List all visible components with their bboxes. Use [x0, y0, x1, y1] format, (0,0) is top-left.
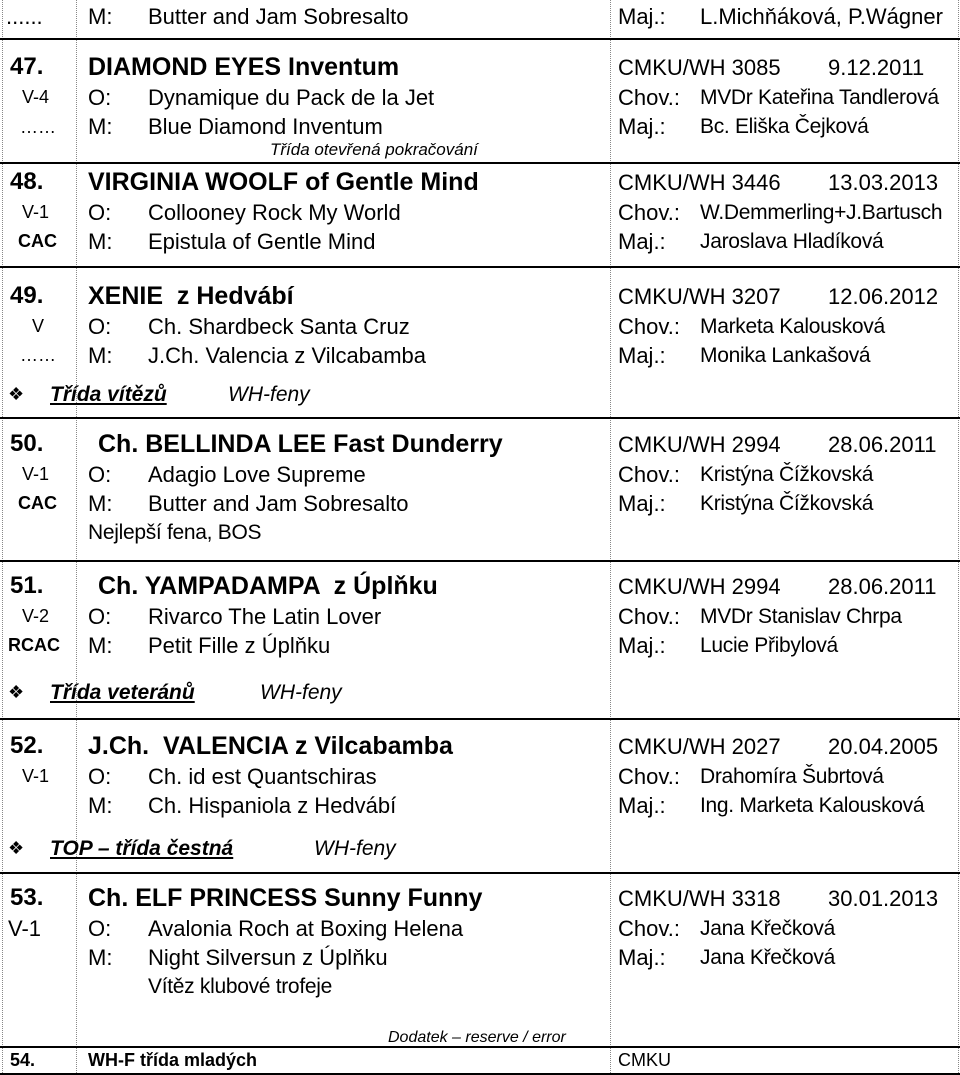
sire-name: Avalonia Roch at Boxing Helena [148, 916, 464, 941]
row-divider [0, 718, 960, 720]
diamond-bullet-icon: ❖ [8, 384, 25, 404]
registration: CMKU [618, 1050, 671, 1070]
rank: V-1 [8, 916, 42, 941]
registration: CMKU/WH 2027 [618, 734, 781, 759]
dog-name: VIRGINIA WOOLF of Gentle Mind [88, 168, 479, 196]
m-label: M: [88, 4, 113, 29]
sire-name: Adagio Love Supreme [148, 462, 366, 487]
m-label: M: [88, 945, 113, 970]
owner: Jana Křečková [700, 946, 836, 969]
maj-label: Maj.: [618, 4, 666, 29]
maj-label: Maj.: [618, 633, 666, 658]
maj-label: Maj.: [618, 229, 666, 254]
dog-name: XENIE z Hedvábí [88, 282, 294, 310]
dot-mark: . [6, 704, 12, 724]
breeder: MVDr Stanislav Chrpa [700, 605, 902, 628]
registration: CMKU/WH 3207 [618, 284, 781, 309]
breeder: MVDr Kateřina Tandlerová [700, 86, 939, 109]
dog-name: DIAMOND EYES Inventum [88, 53, 400, 81]
sire-name: Collooney Rock My World [148, 200, 401, 225]
birth-date: 28.06.2011 [828, 574, 937, 599]
birth-date: 12.06.2012 [828, 284, 939, 309]
row-divider [0, 266, 960, 268]
rank: V [32, 316, 45, 336]
o-label: O: [88, 85, 112, 110]
note: …… [20, 117, 56, 137]
dam-name: Ch. Hispaniola z Hedvábí [148, 793, 397, 818]
entry-number: 50. [10, 430, 44, 457]
class-subtitle: WH-feny [260, 681, 342, 704]
registration: CMKU/WH 3085 [618, 55, 781, 80]
maj-label: Maj.: [618, 945, 666, 970]
row-divider [0, 1046, 960, 1048]
breeder: Jana Křečková [700, 917, 836, 940]
m-label: M: [88, 491, 113, 516]
birth-date: 9.12.2011 [828, 55, 925, 80]
owner: Bc. Eliška Čejková [700, 115, 869, 138]
owner: Kristýna Čížkovská [700, 492, 874, 515]
owner: Lucie Přibylová [700, 634, 838, 657]
m-label: M: [88, 343, 113, 368]
rank: V-1 [22, 202, 50, 222]
dam-name: Butter and Jam Sobresalto [148, 491, 409, 516]
dam-name: Blue Diamond Inventum [148, 114, 383, 139]
chov-label: Chov.: [618, 604, 680, 629]
sire-name: Ch. Shardbeck Santa Cruz [148, 314, 410, 339]
o-label: O: [88, 764, 112, 789]
registration: CMKU/WH 2994 [618, 432, 781, 457]
dam-name: Night Silversun z Úplňku [148, 945, 388, 970]
maj-label: Maj.: [618, 343, 666, 368]
birth-date: 30.01.2013 [828, 886, 939, 911]
chov-label: Chov.: [618, 85, 680, 110]
sire-name: Dynamique du Pack de la Jet [148, 85, 435, 110]
dam-name: Epistula of Gentle Mind [148, 229, 376, 254]
dam-name: Butter and Jam Sobresalto [148, 4, 409, 29]
breeder: Marketa Kalousková [700, 315, 885, 338]
diamond-bullet-icon: ❖ [8, 682, 25, 702]
owner-name: L.Michňáková, P.Wágner [700, 4, 943, 29]
note: CAC [18, 493, 57, 513]
chov-label: Chov.: [618, 314, 680, 339]
birth-date: 28.06.2011 [828, 432, 937, 457]
note: CAC [18, 231, 57, 251]
chov-label: Chov.: [618, 462, 680, 487]
entry-number: 53. [10, 884, 44, 911]
row-divider [0, 417, 960, 419]
maj-label: Maj.: [618, 114, 666, 139]
registration: CMKU/WH 3318 [618, 886, 781, 911]
rank: V-1 [22, 464, 50, 484]
breeder: W.Demmerling+J.Bartusch [700, 201, 943, 224]
breeder: Drahomíra Šubrtová [700, 765, 884, 788]
rank: V-4 [22, 87, 50, 107]
o-label: O: [88, 200, 112, 225]
class-title: Třída veteránů [50, 681, 195, 704]
m-label: M: [88, 114, 113, 139]
owner: Monika Lankašová [700, 344, 871, 367]
award-note: Nejlepší fena, BOS [88, 521, 262, 544]
o-label: O: [88, 314, 112, 339]
dog-name: Ch. YAMPADAMPA z Úplňku [98, 572, 438, 600]
row-divider [0, 38, 960, 40]
dog-name: J.Ch. VALENCIA z Vilcabamba [88, 732, 453, 760]
diamond-bullet-icon: ❖ [8, 838, 25, 858]
owner: Ing. Marketa Kalousková [700, 794, 925, 817]
appendix-note: Dodatek – reserve / error [388, 1029, 566, 1046]
entry-number: 51. [10, 572, 44, 599]
m-label: M: [88, 793, 113, 818]
class-subtitle: WH-feny [314, 837, 396, 860]
chov-label: Chov.: [618, 200, 680, 225]
rank: V-2 [22, 606, 50, 626]
rank: V-1 [22, 766, 50, 786]
chov-label: Chov.: [618, 916, 680, 941]
entry-number: 47. [10, 53, 44, 80]
entry-number: 48. [10, 168, 44, 195]
o-label: O: [88, 604, 112, 629]
breeder: Kristýna Čížkovská [700, 463, 874, 486]
o-label: O: [88, 462, 112, 487]
dam-name: Petit Fille z Úplňku [148, 633, 331, 658]
award-note: Vítěz klubové trofeje [148, 975, 332, 998]
m-label: M: [88, 633, 113, 658]
entry-number: 54. [10, 1050, 36, 1070]
dog-name: Ch. ELF PRINCESS Sunny Funny [88, 884, 483, 912]
dog-name: Ch. BELLINDA LEE Fast Dunderry [98, 430, 503, 458]
dam-name: J.Ch. Valencia z Vilcabamba [148, 343, 426, 368]
chov-label: Chov.: [618, 764, 680, 789]
class-label: WH-F třída mladých [88, 1050, 258, 1070]
entry-number: ...... [6, 4, 43, 29]
class-title: Třída vítězů [50, 383, 167, 406]
entry-number: 49. [10, 282, 44, 309]
registration: CMKU/WH 2994 [618, 574, 781, 599]
note: RCAC [8, 635, 60, 655]
class-subtitle: WH-feny [228, 383, 310, 406]
m-label: M: [88, 229, 113, 254]
row-divider [0, 560, 960, 562]
maj-label: Maj.: [618, 793, 666, 818]
sire-name: Rivarco The Latin Lover [148, 604, 382, 629]
note: …… [20, 345, 56, 365]
o-label: O: [88, 916, 112, 941]
registration: CMKU/WH 3446 [618, 170, 781, 195]
row-divider [0, 162, 960, 164]
entry-number: 52. [10, 732, 44, 759]
birth-date: 20.04.2005 [828, 734, 939, 759]
maj-label: Maj.: [618, 491, 666, 516]
class-open-continued: Třída otevřená pokračování [270, 140, 478, 159]
class-title: TOP – třída čestná [50, 837, 234, 860]
sire-name: Ch. id est Quantschiras [148, 764, 377, 789]
row-divider [0, 872, 960, 874]
owner: Jaroslava Hladíková [700, 230, 884, 253]
birth-date: 13.03.2013 [828, 170, 939, 195]
